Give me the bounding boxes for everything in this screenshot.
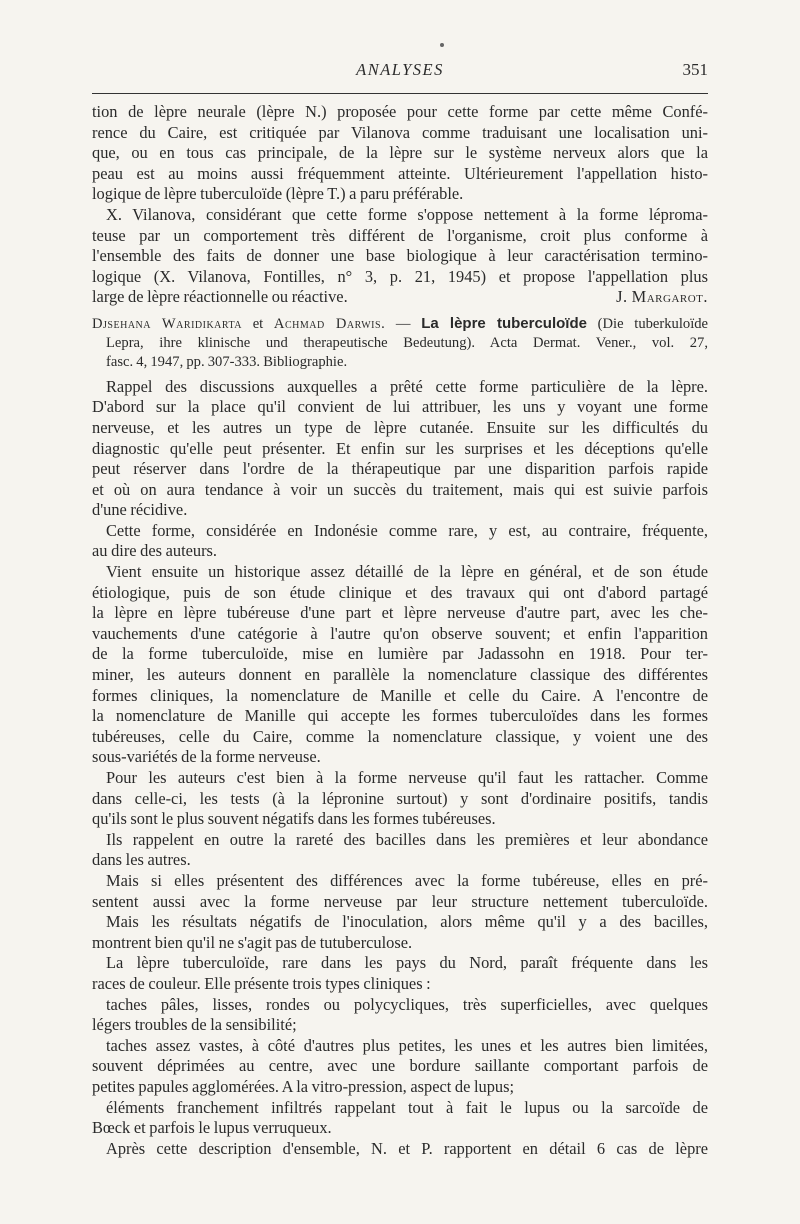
signature-line	[92, 287, 708, 308]
article-title: La lèpre tuberculoïde	[421, 314, 587, 332]
text-line: la nomenclature de Manille qui accepte les formes tuberculoïdes dans les formes	[92, 706, 708, 726]
text-line: logique de lèpre tuberculoïde (lèpre T.) a paru préférable.	[92, 184, 464, 204]
text-line: éléments franchement infiltrés rappelant tout à fait le lupus ou la sarcoïde de	[106, 1097, 708, 1117]
reference-line	[92, 314, 708, 334]
text-line: étiologique, puis de son étude clinique et des travaux qui ont d'abord partagé	[92, 582, 708, 602]
text-line: qu'ils sont le plus souvent négatifs dans les formes tubéreuses.	[92, 809, 496, 829]
text-line: la lèpre en lèpre tubéreuse d'une part et lèpre nerveuse d'autre part, avec les che-	[92, 603, 708, 623]
print-speck	[440, 43, 444, 47]
text-line: formes cliniques, la nomenclature de Manille et celle du Caire. A l'encontre de	[92, 685, 708, 705]
text-line: taches pâles, lisses, rondes ou polycycliques, très superficielles, avec quelques	[106, 994, 708, 1014]
text-line: peau est au moins aussi fréquemment atteinte. Ultérieurement l'appellation histo-	[92, 163, 708, 183]
text-line: Mais si elles présentent des différences avec la forme tubéreuse, elles en pré-	[106, 870, 708, 890]
running-header-title: ANALYSES	[356, 60, 444, 79]
text-line: diagnostic qu'elle peut présenter. Et enfin sur les surprises et les déceptions qu'elle	[92, 438, 708, 458]
text-line: D'abord sur la place qu'il convient de lui attribuer, les uns y voyant une forme	[92, 397, 708, 417]
text-line: miner, les auteurs donnent en parallèle la nomenclature classique des différentes	[92, 665, 708, 685]
header-rule	[92, 93, 708, 94]
text-line: tubéreuses, celle du Caire, comme la nomenclature classique, y voient une des	[92, 726, 708, 746]
text-line: et où on aura tendance à voir un succès du traitement, mais qui est suivie parfois	[92, 479, 708, 499]
text-line: nerveuse, et les autres un type de lèpre cutanée. Ensuite sur les difficultés du	[92, 417, 708, 437]
reference-line1-tail: (Die tuberkuloïde	[597, 315, 708, 332]
body-text	[92, 102, 708, 1159]
signature-line-text: large de lèpre réactionnelle ou réactive.	[92, 287, 348, 307]
text-line: rence du Caire, est critiquée par Vilanova comme traduisant une localisation uni-	[92, 122, 708, 142]
text-line: légers troubles de la sensibilité;	[92, 1015, 297, 1035]
text-line: petites papules agglomérées. A la vitro-pression, aspect de lupus;	[92, 1076, 515, 1096]
text-line: l'ensemble des faits de donner une base biologique à leur caractérisation termino-	[92, 246, 708, 266]
text-line: X. Vilanova, considérant que cette forme s'oppose nettement à la forme léproma-	[106, 204, 708, 224]
review-author: J. Margarot.	[616, 287, 708, 307]
reference-authors-2: Achmad Darwis.	[273, 315, 386, 332]
text-line: Bœck et parfois le lupus verruqueux.	[92, 1118, 332, 1138]
reference-line: fasc. 4, 1947, pp. 307-333. Bibliographie.	[106, 354, 348, 371]
text-line: teuse par un comportement très différent de l'organisme, croit plus conforme à	[92, 225, 708, 245]
text-line: dans les autres.	[92, 850, 191, 870]
text-line: au dire des auteurs.	[92, 541, 218, 561]
page-number: 351	[682, 60, 708, 79]
text-line: de la forme tuberculoïde, mise en lumière par Jadassohn en 1918. Pour ter-	[92, 644, 708, 664]
text-line: Après cette description d'ensemble, N. et P. rapportent en détail 6 cas de lèpre	[106, 1138, 708, 1158]
text-line: taches assez vastes, à côté d'autres plus petites, les unes et les autres bien limitées,	[106, 1035, 708, 1055]
text-line: sentent aussi avec la forme nerveuse par leur structure nettement tuberculoïde.	[92, 891, 708, 911]
text-line: montrent bien qu'il ne s'agit pas de tutuberculose.	[92, 932, 413, 952]
text-line: logique (X. Vilanova, Fontilles, n° 3, p. 21, 1945) et propose l'appellation plus	[92, 266, 708, 286]
text-line: Mais les résultats négatifs de l'inoculation, alors même qu'il y a des bacilles,	[106, 912, 708, 932]
text-line: races de couleur. Elle présente trois types cliniques :	[92, 973, 431, 993]
text-line: tion de lèpre neurale (lèpre N.) proposée pour cette forme par cette même Confé-	[92, 102, 708, 121]
text-line: Ils rappelent en outre la rareté des bacilles dans les premières et leur abondance	[106, 829, 708, 849]
text-line: Cette forme, considérée en Indonésie comme rare, y est, au contraire, fréquente,	[106, 520, 708, 540]
text-line: que, ou en tous cas principale, de la lèpre sur le système nerveux alors que la	[92, 143, 708, 163]
text-line: peut réserver dans l'ordre de la thérapeutique par une disparition parfois rapide	[92, 459, 708, 479]
reference-line: Lepra, ihre klinische und therapeutische Bedeutung). Acta Dermat. Vener., vol. 27,	[106, 334, 708, 351]
text-line: Vient ensuite un historique assez détaillé de la lèpre en général, et de son étude	[106, 562, 708, 582]
text-line: Pour les auteurs c'est bien à la forme nerveuse qu'il faut les rattacher. Comme	[106, 768, 708, 787]
text-line: dans celle-ci, les tests (à la léproninе surtout) y sont d'ordinaire positifs, tandis	[92, 788, 708, 808]
text-line: d'une récidive.	[92, 500, 188, 520]
text-line: Rappel des discussions auxquelles a prêté cette forme particulière de la lèpre.	[106, 376, 708, 396]
text-line: vauchements d'une catégorie à l'autre qu'on observe souvent; et enfin l'apparition	[92, 623, 708, 643]
reference-dash: —	[395, 315, 411, 332]
reference-authors-1: Djsehana Waridikarta	[92, 315, 242, 332]
text-line: souvent déprimées au centre, avec une bordure saillante comportant parfois de	[92, 1056, 708, 1076]
text-line: La lèpre tuberculoïde, rare dans les pays du Nord, paraît fréquente dans les	[106, 953, 708, 973]
text-line: sous-variétés de la forme nerveuse.	[92, 747, 321, 767]
reference-et: et	[252, 315, 264, 332]
